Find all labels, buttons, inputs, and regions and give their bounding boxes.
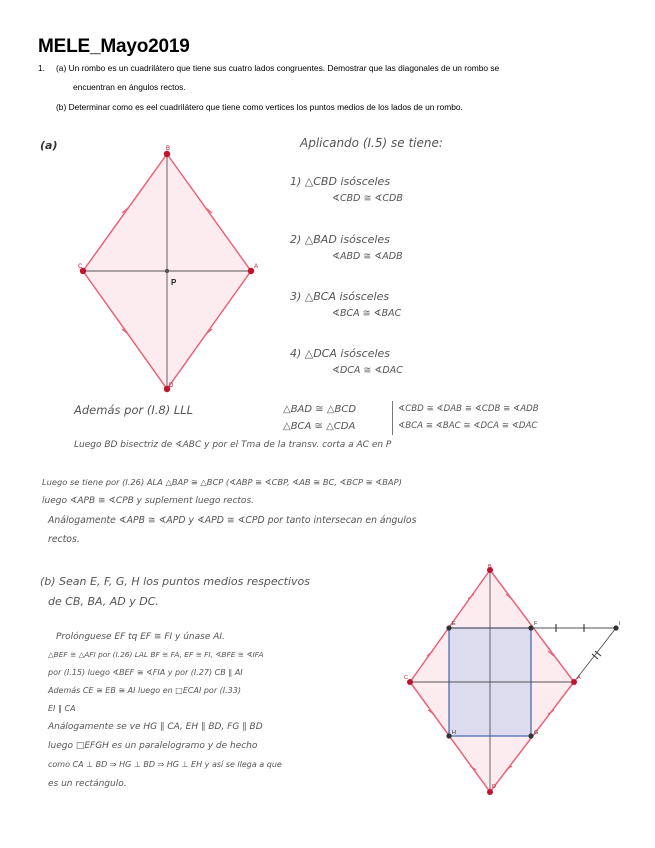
part-a-line2: encuentran en ángulos rectos.	[73, 82, 186, 92]
label-p: P	[171, 278, 177, 287]
hw-b-line10: como CA ⊥ BD ⇒ HG ⊥ BD ⇒ HG ⊥ EH y así se llega a que	[48, 760, 282, 769]
hw-luego3: Análogamente ∢APB ≅ ∢APD y ∢APD ≅ ∢CPD por tanto intersecan en ángulos	[48, 515, 417, 526]
hw-b-line2: de CB, BA, AD y DC.	[48, 595, 159, 608]
label-a: A	[577, 675, 581, 681]
point-h	[446, 733, 451, 738]
label-c: C	[78, 264, 83, 270]
hw-ademas-tri1: △BAD ≅ △BCD	[283, 404, 357, 415]
label-a: A	[254, 264, 259, 270]
point-f	[528, 625, 533, 630]
hw-step4-angle: ∢DCA ≅ ∢DAC	[332, 365, 403, 376]
hw-b-line5: por (I.15) luego ∢BEF ≅ ∢FIA y por (I.27) CB ∥ AI	[48, 668, 243, 677]
label-b: B	[488, 564, 492, 570]
page-title: MELE_Mayo2019	[38, 36, 190, 57]
hw-ademas-tri2: △BCA ≅ △CDA	[283, 421, 356, 432]
hw-b-line4: △BEF ≅ △AFI por (I.26) LAL BF ≅ FA, EF ≅ FI, ∢BFE ≅ ∢IFA	[48, 650, 264, 659]
point-i	[613, 625, 618, 630]
label-d: D	[492, 784, 496, 790]
hw-b-line11: es un rectángulo.	[48, 779, 127, 789]
rhombus-figure	[70, 140, 270, 402]
hw-luego1: Luego se tiene por (I.26) ALA △BAP ≅ △BCP (∢ABP ≅ ∢CBP, ∢AB ≅ BC, ∢BCP ≅ ∢BAP)	[42, 477, 402, 487]
point-e	[446, 625, 451, 630]
line-ai	[574, 628, 616, 682]
hw-step3-angle: ∢BCA ≅ ∢BAC	[332, 308, 402, 319]
hw-b-line1: (b) Sean E, F, G, H los puntos medios respectivos	[40, 575, 310, 588]
hw-luego2: luego ∢APB ≅ ∢CPB y suplement luego rectos.	[42, 496, 254, 506]
hw-step4: 4) △DCA isósceles	[290, 347, 391, 360]
hw-aplicando: Aplicando (I.5) se tiene:	[300, 136, 443, 150]
hw-ademas-angles2: ∢BCA ≅ ∢BAC ≅ ∢DCA ≅ ∢DAC	[398, 421, 538, 431]
part-a-line1: (a) Un rombo es un cuadrilátero que tiene sus cuatro lados congruentes. Demostrar que las diagonales de un rombo se	[56, 63, 500, 73]
hw-step1-angle: ∢CBD ≅ ∢CDB	[332, 193, 403, 204]
label-h: H	[452, 730, 456, 736]
hw-b-line3: Prolónguese EF tq EF ≅ FI y únase AI.	[56, 632, 225, 642]
problem-number: 1.	[38, 63, 45, 73]
part-b-text: (b) Determinar como es eel cuadrilátero que tiene como vertices los puntos medios de los lados de un rombo.	[56, 102, 463, 112]
hw-a-label: (a)	[40, 139, 58, 152]
midpoint-figure	[398, 562, 638, 800]
label-f: F	[534, 621, 538, 627]
point-g	[528, 733, 533, 738]
hw-step2-angle: ∢ABD ≅ ∢ADB	[332, 251, 403, 262]
hw-step3: 3) △BCA isósceles	[290, 290, 390, 303]
hw-luego-bd: Luego BD bisectriz de ∢ABC y por el Tma de la transv. corta a AC en P	[74, 440, 392, 450]
hw-ademas: Además por (I.8) LLL	[74, 403, 194, 417]
hw-step2: 2) △BAD isósceles	[290, 233, 390, 246]
hw-ademas-angles1: ∢CBD ≅ ∢DAB ≅ ∢CDB ≅ ∢ADB	[398, 404, 539, 414]
hw-b-line7: EI ∥ CA	[48, 704, 76, 713]
hw-step1: 1) △CBD isósceles	[290, 175, 391, 188]
label-b: B	[166, 146, 171, 152]
label-d: D	[169, 383, 174, 389]
label-c: C	[404, 675, 408, 681]
label-e: E	[452, 621, 456, 627]
hw-b-line9: luego □EFGH es un paralelogramo y de hecho	[48, 741, 258, 751]
hw-divider	[392, 401, 393, 435]
point-p	[165, 269, 169, 273]
label-g: G	[534, 730, 539, 736]
hw-b-line8: Análogamente se ve HG ∥ CA, EH ∥ BD, FG ∥ BD	[48, 722, 263, 732]
hw-luego4: rectos.	[48, 534, 80, 545]
hw-b-line6: Además CE ≅ EB ≅ AI luego en □ECAI por (I.33)	[48, 686, 241, 695]
label-i: I	[619, 621, 621, 627]
